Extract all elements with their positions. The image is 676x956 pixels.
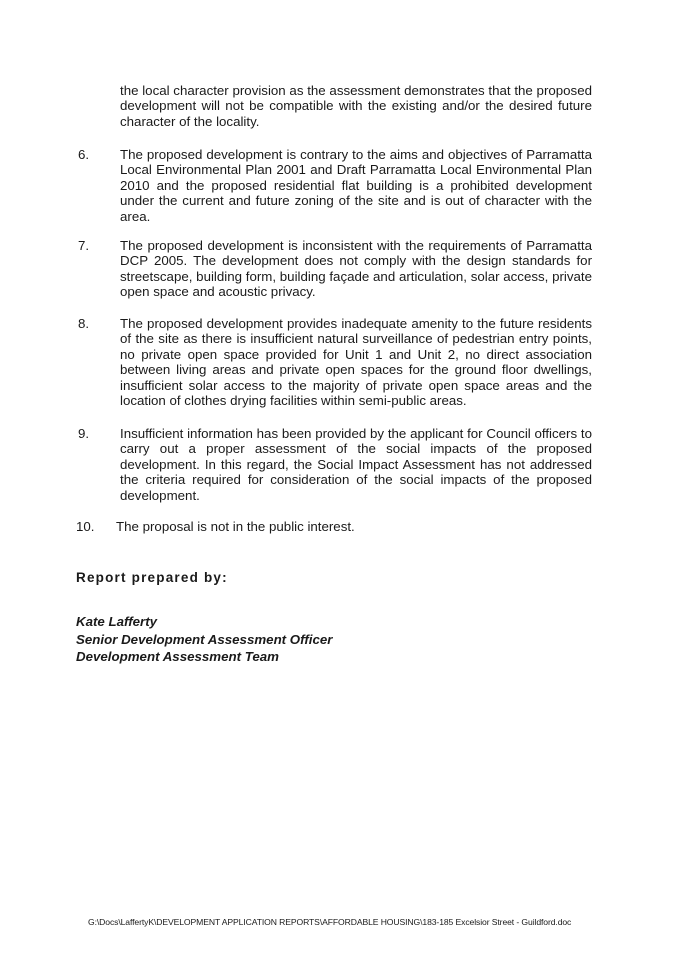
report-prepared-heading: Report prepared by: — [76, 570, 228, 585]
signature-name: Kate Lafferty — [76, 614, 158, 629]
item-text: The proposed development provides inadequate amenity to the future residents of the site as there is insufficient natural surveillance of pedestrian entry points, no private open space provided for Unit 1 and Unit 2, no direct association between living areas and private open spaces for the ground floor dwellings, insufficient solar access to the majority of private open space areas and the location of clothes drying facilities within semi-public areas. — [120, 316, 592, 409]
item-text: The proposed development is contrary to the aims and objectives of Parramatta Local Environmental Plan 2001 and Draft Parramatta Local Environmental Plan 2010 and the proposed residential flat building is a prohibited development under the current and future zoning of the site and is out of character with the area. — [120, 147, 592, 224]
item-number: 9. — [78, 426, 90, 441]
item-text: Insufficient information has been provided by the applicant for Council officers to carry out a proper assessment of the social impacts of the proposed development. In this regard, the Social Impact Assessment has not addressed the criteria required for consideration of the social impacts of the proposed development. — [120, 426, 592, 503]
item-number: 6. — [78, 147, 90, 162]
item-number: 10. — [76, 519, 95, 534]
signature-title: Senior Development Assessment Officer — [76, 632, 333, 647]
intro-paragraph: the local character provision as the assessment demonstrates that the proposed development will not be compatible with the existing and/or the desired future character of the locality. — [120, 83, 592, 129]
item-text: The proposed development is inconsistent with the requirements of Parramatta DCP 2005. The development does not comply with the design standards for streetscape, building form, building façade and articulation, solar access, private open space and acoustic privacy. — [120, 238, 592, 300]
item-text: The proposal is not in the public interest. — [116, 519, 355, 534]
item-number: 8. — [78, 316, 90, 331]
item-number: 7. — [78, 238, 90, 253]
signature-team: Development Assessment Team — [76, 649, 279, 664]
footer-file-path: G:\Docs\LaffertyK\DEVELOPMENT APPLICATION REPORTS\AFFORDABLE HOUSING\183-185 Excelsior Street - Guildford.doc — [88, 917, 572, 927]
